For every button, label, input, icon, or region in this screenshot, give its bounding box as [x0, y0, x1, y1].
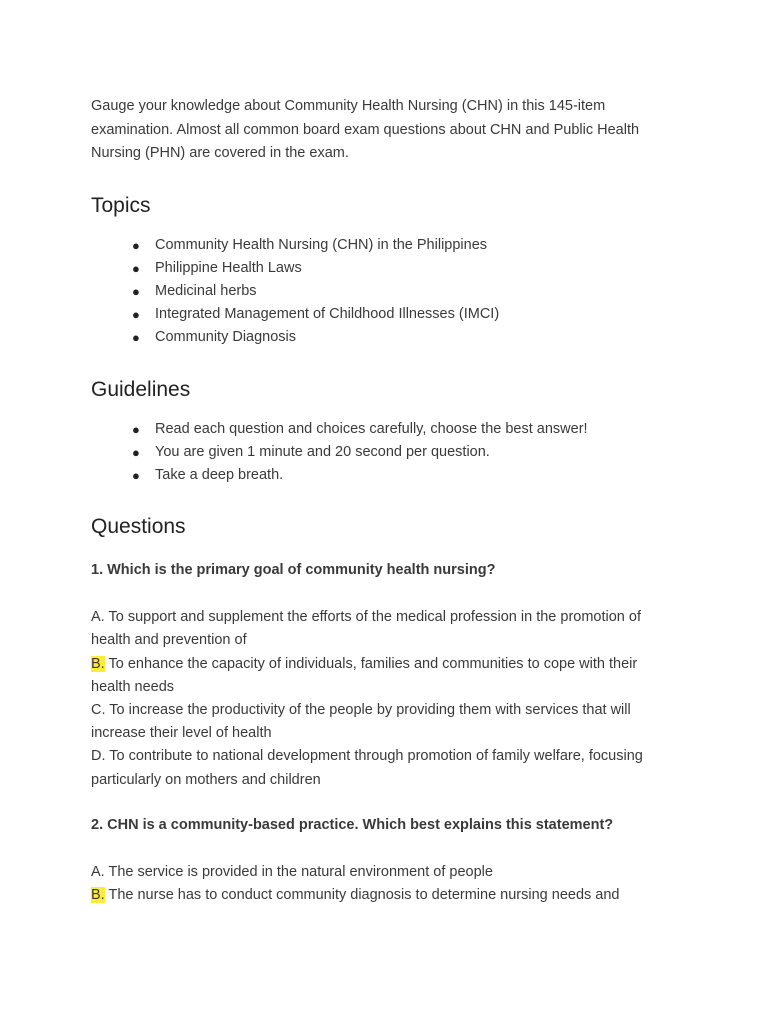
- question-2-title: 2. CHN is a community-based practice. Which best explains this statement?: [91, 816, 614, 833]
- question-1-title: 1. Which is the primary goal of community health nursing?: [91, 562, 496, 579]
- intro-paragraph: Gauge your knowledge about Community Health Nursing (CHN) in this 145-item examination. Almost all common board exam questions about CHN and Public Health Nursing (PHN) are covered in the exam.: [91, 98, 640, 161]
- topics-list: [91, 234, 651, 350]
- choice-b-answer: [91, 884, 651, 907]
- answer-highlight: B.: [91, 886, 105, 903]
- bullet-icon: ●: [132, 421, 140, 437]
- choice-text: To contribute to national development through promotion of family welfare, focusing particularly on mothers and children: [91, 748, 643, 788]
- bullet-icon: ●: [132, 237, 140, 253]
- choice-letter: A.: [91, 863, 105, 880]
- list-item-text: Philippine Health Laws: [155, 259, 302, 276]
- choice-letter: C.: [91, 701, 106, 718]
- bullet-icon: ●: [132, 467, 140, 483]
- list-item: [132, 418, 651, 441]
- guidelines-heading: Guidelines: [91, 377, 191, 401]
- bullet-icon: ●: [132, 330, 140, 346]
- answer-highlight: B.: [91, 655, 105, 672]
- choice-text: The nurse has to conduct community diagnosis to determine nursing needs and: [104, 886, 620, 903]
- list-item: [132, 234, 651, 257]
- bullet-icon: ●: [132, 260, 140, 276]
- list-item-text: You are given 1 minute and 20 second per question.: [155, 443, 490, 460]
- topics-heading: Topics: [91, 193, 151, 217]
- choice-a: [91, 861, 651, 884]
- list-item-text: Community Health Nursing (CHN) in the Philippines: [155, 236, 488, 253]
- list-item-text: Read each question and choices carefully, choose the best answer!: [155, 420, 588, 437]
- choice-a: [91, 606, 651, 652]
- list-item-text: Integrated Management of Childhood Illnesses (IMCI): [155, 306, 500, 323]
- list-item: [132, 280, 651, 303]
- choice-b-answer: [91, 653, 651, 699]
- question-2-choices: [91, 861, 651, 907]
- list-item: [132, 303, 651, 326]
- list-item: [132, 257, 651, 280]
- choice-text: To support and supplement the efforts of the medical profession in the promotion of health and prevention of: [91, 609, 641, 649]
- list-item: [132, 326, 651, 349]
- choice-c: [91, 699, 651, 745]
- question-1-choices: [91, 606, 651, 792]
- choice-text: To increase the productivity of the people by providing them with services that will increase their level of health: [91, 701, 631, 742]
- choice-text: The service is provided in the natural environment of people: [104, 863, 493, 880]
- list-item: [132, 464, 651, 487]
- choice-d: [91, 745, 651, 791]
- list-item: [132, 441, 651, 464]
- choice-letter: A.: [91, 609, 105, 626]
- choice-text: To enhance the capacity of individuals, families and communities to cope with their health needs: [91, 655, 638, 695]
- bullet-icon: ●: [132, 283, 140, 299]
- bullet-icon: ●: [132, 444, 140, 460]
- bullet-icon: ●: [132, 307, 140, 323]
- choice-letter: D.: [91, 748, 106, 765]
- list-item-text: Community Diagnosis: [155, 329, 297, 346]
- guidelines-list: [91, 418, 651, 488]
- list-item-text: Take a deep breath.: [155, 466, 284, 483]
- questions-heading: Questions: [91, 515, 186, 539]
- list-item-text: Medicinal herbs: [155, 282, 257, 299]
- document-page: [91, 95, 651, 907]
